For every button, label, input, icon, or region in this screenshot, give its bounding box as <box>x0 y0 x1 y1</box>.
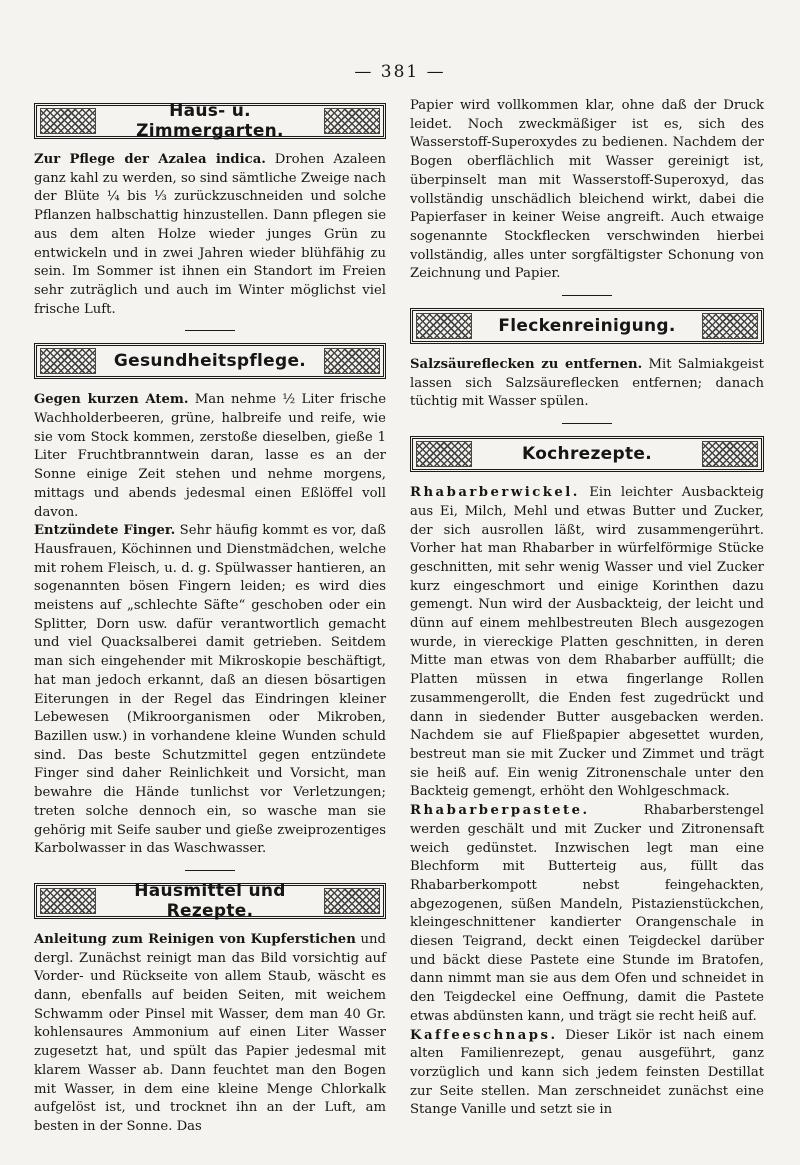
paragraph-text: Ein leichter Ausbackteig aus Ei, Milch, Mehl und etwas Butter und Zucker, der sich ausrollen läßt, wird zusammengerührt. Vorher hat man Rhabarber in würfelförmige Stücke geschnitten, mit sehr wenig Wasser und viel Zucker kurz eingeschmort und einige Korinthen dazu gemengt. Nun wird der Ausbackteig, der leicht und dünn auf einem mehlbestreuten Blech ausgezogen wurde, in viereckige Platten geschnitten, in deren Mitte man etwas von dem Rhabarber auffüllt; die Platten müssen in etwa fingerlange Rollen zusammengerollt, die Enden fest zugedrückt und dann in siedender Butter ausgebacken werden. Nachdem sie auf Fließpapier abgesettet wurden, bestreut man sie mit Zucker und Zimmet und trägt sie heiß auf. Ein wenig Zitronenschale unter den Backteig gemengt, erhöht den Wohlgeschmack. <box>410 485 764 800</box>
ornament-left <box>40 888 96 914</box>
paragraph-salzsaeure <box>410 356 764 412</box>
ornament-right <box>324 108 380 134</box>
separator-rule <box>185 870 235 871</box>
paragraph-continuation: Papier wird vollkommen klar, ohne daß der Druck leidet. Noch zweckmäßiger ist es, sich des Wasserstoff-Superoxydes zu bedienen. Nachdem der Bogen oberflächlich mit Wasser gereinigt ist, überpinselt man mit Wasserstoff-Superoxyd, das vollständig unschädlich bleichend wirkt, dabei die Papierfaser in keiner Weise angreift. Auch etwaige sogenannte Stockflecken verschwinden hierbei vollständig, alles unter sorgfältigster Schonung von Zeichnung und Papier. <box>410 98 764 282</box>
ornament-left <box>416 313 472 339</box>
section-header-zimmergarten <box>34 103 386 139</box>
paragraph-text: Dieser Likör ist nach einem alten Familienrezept, genau ausgeführt, ganz vorzüglich und kann sich jedem feinsten Destillat zur Seite stellen. Man zerschneidet zunächst eine Stange Vanille und setzt sie in <box>410 1027 764 1118</box>
section-title: Hausmittel und Rezepte. <box>134 880 286 921</box>
paragraph-lead: Kaffeeschnaps. <box>410 1027 558 1043</box>
section-header-fleckenreinigung <box>410 308 764 344</box>
ornament-right <box>702 313 758 339</box>
ornament-left <box>40 108 96 134</box>
ornament-left <box>40 348 96 374</box>
paragraph-text: Rhabarberstengel werden geschält und mit Zucker und Zitronensaft weich gedünstet. Inzwischen legt man eine Blechform mit Butterteig aus, füllt das Rhabarberkompott nebst feingehackten, abgezogenen, süßen Mandeln, Pistazienstückchen, kleingeschnittener kandierter Orangenschale in diesen Teigrand, deckt einen Teigdeckel darüber und bäckt diese Pastete eine Stunde im Bratofen, dann nimmt man sie aus dem Ofen und schneidet in den Teigdeckel eine Oeffnung, damit die Pastete etwas abdünsten kann, und trägt sie recht heiß auf. <box>410 803 764 1024</box>
paragraph-lead: Anleitung zum Reinigen von Kupferstichen <box>34 931 356 947</box>
ornament-right <box>324 348 380 374</box>
paragraph-rhabarberpastete <box>410 802 764 1026</box>
paragraph-text: Man nehme ½ Liter frische Wachholderbeeren, grüne, halbreife und reife, wie sie vom Stock kommen, zerstoße dieselben, gieße 1 Liter Fruchtbranntwein daran, lasse es an der Sonne einige Zeit stehen und nehme morgens, mittags und abends jedesmal einen Eßlöffel voll davon. <box>34 392 387 520</box>
right-column <box>410 97 764 1120</box>
paragraph-lead: Rhabarberpastete. <box>410 803 590 819</box>
left-column <box>34 97 386 1137</box>
paragraph-lead: Gegen kurzen Atem. <box>34 392 189 408</box>
section-header-gesundheitspflege <box>34 343 386 379</box>
paragraph-text: Mit Salmiakgeist lassen sich Salzsäureflecken entfernen; danach tüchtig mit Wasser spülen. <box>410 357 764 410</box>
ornament-left <box>416 441 472 467</box>
paragraph-lead: Zur Pflege der Azalea indica. <box>34 152 266 167</box>
paragraph-lead: Entzündete Finger. <box>34 523 176 539</box>
paragraph-text: Sehr häufig kommt es vor, daß Hausfrauen, Köchinnen und Dienstmädchen, welche mit rohem Fleisch, u. d. g. Spülwasser hantieren, an sogenannten bösen Fingern leiden; es wird dies meistens auf „schlechte Säfte“ geschoben oder ein Splitter, Dorn usw. dafür verantwortlich gemacht und viel Quacksalberei damit getrieben. Seitdem man sich eingehender mit Mikroskopie beschäftigt, hat man jedoch erkannt, daß an diesen bösartigen Eiterungen in der Regel das Eindringen kleiner Lebewesen (Mikroorganismen oder Mikroben, Bazillen usw.) in vorhandene kleine Wunden schuld sind. Das beste Schutzmittel gegen entzündete Finger sind daher Reinlichkeit und Vorsicht, man bewahre die Hände tunlichst vor Verletzungen; treten solche dennoch ein, so wasche man sie gehörig mit Seife sauber und gieße zweiprozentiges Karbolwasser in das Waschwasser. <box>34 523 386 857</box>
section-header-kochrezepte <box>410 436 764 472</box>
section-title: Kochrezepte. <box>522 444 652 465</box>
section-title: Fleckenreinigung. <box>498 316 676 337</box>
paragraph-text: und dergl. Zunächst reinigt man das Bild vorsichtig auf Vorder- und Rückseite von allem Staub, wäscht es dann, ebenfalls auf beiden Seiten, mit weichem Schwamm oder Pinsel mit Wasser, dem man 40 Gr. kohlensaures Ammonium auf einen Liter Wasser zugesetzt hat, und spült das Papier jedesmal mit klarem Wasser ab. Dann feuchtet man den Bogen mit Wasser, in dem eine kleine Menge Chlorkalk aufgelöst ist, und trocknet ihn an der Luft, am besten in der Sonne. Das <box>34 931 386 1134</box>
ornament-right <box>324 888 380 914</box>
section-title: Gesundheitspflege. <box>113 351 307 372</box>
separator-rule <box>562 423 612 424</box>
paragraph-lead: Rhabarberwickel. <box>410 485 580 501</box>
paragraph-lead: Salzsäureflecken zu entfernen. <box>410 357 643 373</box>
section-title: Haus- u. Zimmergarten. <box>136 101 284 141</box>
separator-rule <box>185 330 235 331</box>
paragraph-kurzer-atem <box>34 391 386 522</box>
separator-rule <box>562 295 612 296</box>
section-header-hausmittel <box>34 880 386 921</box>
page-number: — 381 — <box>354 62 446 82</box>
ornament-right <box>702 441 758 467</box>
paragraph-kaffeeschnaps <box>410 1027 764 1121</box>
paragraph-text: Drohen Azaleen ganz kahl zu werden, so sind sämtliche Zweige nach der Blüte ¼ bis ⅓ zurückzuschneiden und solche Pflanzen halbschattig hinzustellen. Dann pflegen sie aus dem alten Holze wieder junges Grün zu entwickeln und in zwei Jahren wieder blühfähig zu sein. Im Sommer ist ihnen ein Standort im Freien sehr zuträglich und auch im Winter möglichst viel frische Luft. <box>34 152 386 317</box>
paragraph-entzuendete-finger <box>34 522 386 859</box>
paragraph-kupferstiche <box>34 931 386 1137</box>
paragraph-rhabarberwickel <box>410 484 764 802</box>
paragraph-azalea <box>34 151 386 319</box>
